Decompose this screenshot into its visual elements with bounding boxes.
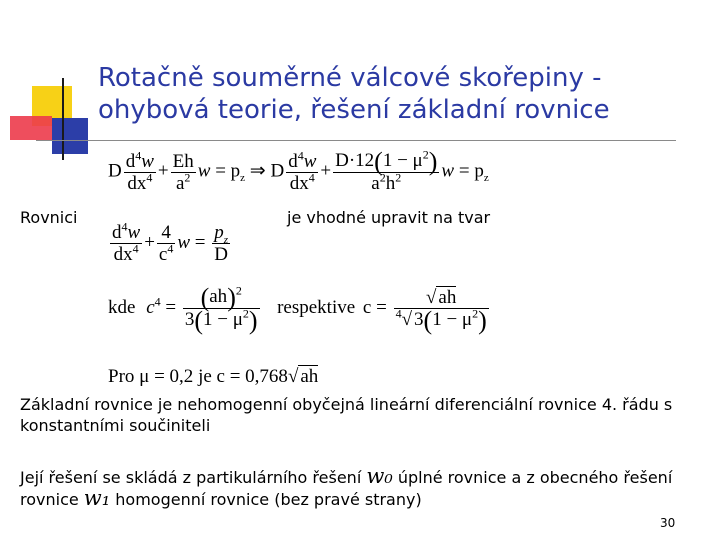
title-line-2: ohybová teorie, řešení základní rovnice (98, 95, 610, 125)
p2-part2: úplné rovnice a z obecného řešení rovnice (20, 468, 673, 509)
label-rovnici: Rovnici (20, 208, 78, 227)
paragraph-1: Základní rovnice je nehomogenní obyčejná lineární diferenciální rovnice 4. řádu s konstantními součiniteli (20, 395, 673, 435)
pro-mu: μ = 0,2 (139, 366, 194, 387)
p2-part3: homogenní rovnice (bez pravé strany) (110, 490, 422, 509)
equation-normalized: $\frac{d^4w}{dx^4}$ + $\frac{4}{c^4}$ w = $\frac{p_z}{D}$ (112, 219, 229, 265)
p2-w1: w₁ (83, 486, 111, 510)
decor-red-bar (10, 116, 52, 140)
decor-blue-square (52, 118, 88, 154)
slide-title (98, 62, 698, 126)
decor-vertical-line (62, 78, 64, 160)
p2-w0: w₀ (366, 464, 393, 488)
p2-part1: Její řešení se skládá z partikulárního řešení (20, 468, 367, 487)
label-pro: Pro (108, 366, 135, 387)
title-underline (36, 140, 676, 141)
equation-original: D $\frac{d^4w}{dx^4}$ + $\frac{Eh}{a^2}$ $w = p_z$ ⇒ D $\frac{d^4w}{dx^4}$ + $\frac{D\cdot 12(1 - \mu^2)}{a^2h^2}$ $w = p_z$ (108, 147, 489, 195)
pro-c: c = 0,768 (216, 366, 288, 387)
paragraph-2 (20, 466, 700, 510)
label-kde: kde (108, 297, 136, 318)
pro-je: je (198, 366, 212, 387)
equation-pro: Pro μ = 0,2 je c = 0,768√ ah (108, 366, 319, 387)
title-line-1: Rotačně souměrné válcové skořepiny - (98, 63, 602, 93)
label-respektive: respektive (277, 297, 356, 318)
equation-constant-c: kde $c^4$ = $\frac{(ah)^2}{3(1 - \mu^2)}$ respektive c = $\frac{√ ah}{^4√ 3(1 - \mu^2)}$ (108, 283, 487, 336)
page-number: 30 (660, 516, 676, 530)
label-upravit: je vhodné upravit na tvar (287, 208, 491, 227)
